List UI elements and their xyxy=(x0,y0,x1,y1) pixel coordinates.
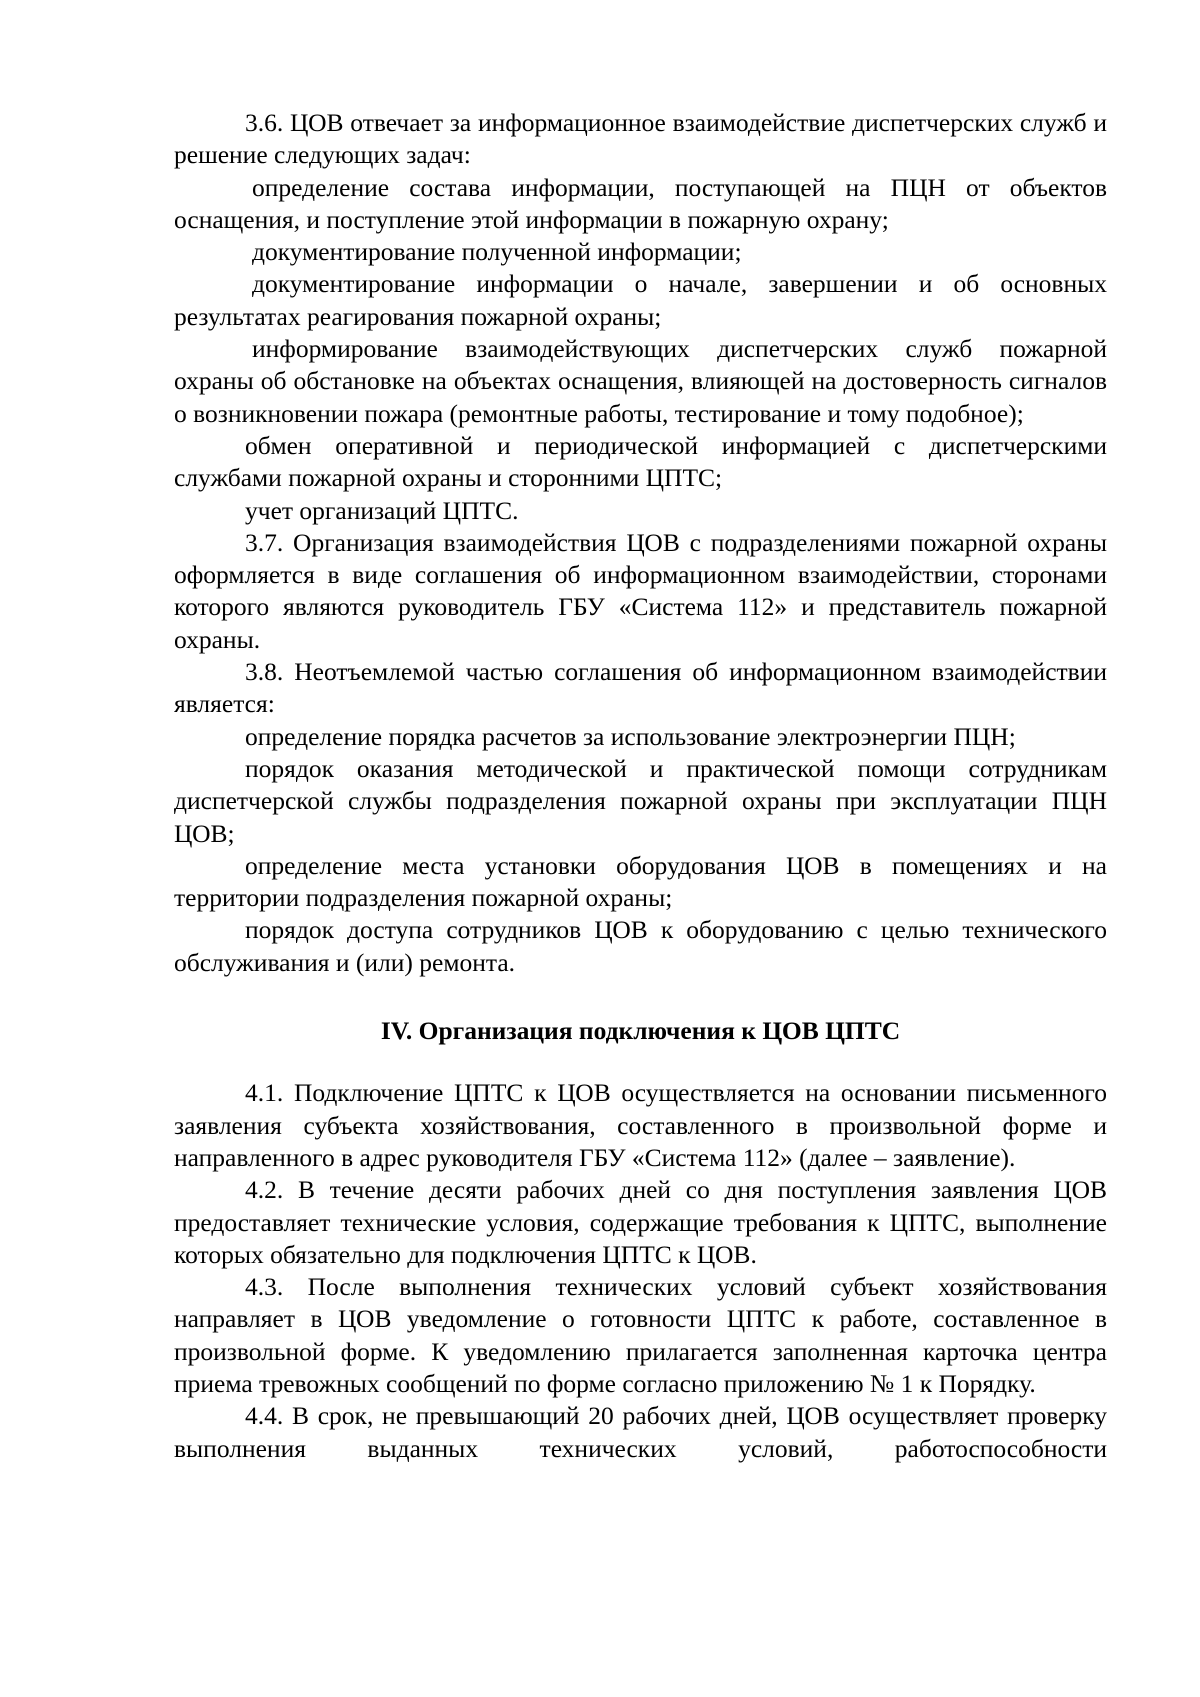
paragraph-task-documenting: документирование полученной информации; xyxy=(252,237,742,267)
paragraph-task-composition: определение состава информации, поступающей на ПЦН от объектов оснащения, и поступление этой информации в пожарную охрану; xyxy=(174,172,1107,234)
paragraph-task-accounting: учет организаций ЦПТС. xyxy=(245,495,519,525)
paragraph-4-4: 4.4. В срок, не превышающий 20 рабочих дней, ЦОВ осуществляет проверку выполнения выданных технических условий, работоспособности xyxy=(174,1401,1107,1463)
paragraph-electricity: определение порядка расчетов за использование электроэнергии ПЦН; xyxy=(245,721,1016,751)
paragraph-task-documenting-response: документирование информации о начале, завершении и об основных результатах реагирования пожарной охраны; xyxy=(174,269,1107,331)
paragraph-equipment-location: определение места установки оборудования ЦОВ в помещениях и на территории подразделения пожарной охраны; xyxy=(174,850,1107,913)
paragraph-task-informing: информирование взаимодействующих диспетчерских служб пожарной охраны об обстановке на объектах оснащения, влияющей на достоверность сигналов о возникновении пожара (ремонтные работы, тестирование и тому подобное); xyxy=(174,334,1107,428)
section-4-heading: IV. Организация подключения к ЦОВ ЦПТС xyxy=(380,1016,901,1046)
paragraph-3-8: 3.8. Неотъемлемой частью соглашения об информационном взаимодействии является: xyxy=(174,657,1107,719)
paragraph-task-exchange: обмен оперативной и периодической информацией с диспетчерскими службами пожарной охраны и сторонними ЦПТС; xyxy=(174,430,1107,493)
paragraph-3-6: 3.6. ЦОВ отвечает за информационное взаимодействие диспетчерских служб и решение следующих задач: xyxy=(174,108,1107,170)
paragraph-access: порядок доступа сотрудников ЦОВ к оборудованию с целью технического обслуживания и (или) ремонта. xyxy=(174,915,1107,977)
paragraph-4-2: 4.2. В течение десяти рабочих дней со дня поступления заявления ЦОВ предоставляет технические условия, содержащие требования к ЦПТС, выполнение которых обязательно для подключения ЦПТС к ЦОВ. xyxy=(174,1175,1107,1269)
paragraph-assistance: порядок оказания методической и практической помощи сотрудникам диспетчерской службы подразделения пожарной охраны при эксплуатации ПЦН ЦОВ; xyxy=(174,753,1107,848)
paragraph-4-1: 4.1. Подключение ЦПТС к ЦОВ осуществляется на основании письменного заявления субъекта хозяйствования, составленного в произвольной форме и направленного в адрес руководителя ГБУ «Система 112» (далее – заявление). xyxy=(174,1078,1107,1172)
paragraph-3-7: 3.7. Организация взаимодействия ЦОВ с подразделениями пожарной охраны оформляется в виде соглашения об информационном взаимодействии, сторонами которого являются руководитель ГБУ «Система 112» и представитель пожарной охраны. xyxy=(174,527,1107,654)
paragraph-4-3: 4.3. После выполнения технических условий субъект хозяйствования направляет в ЦОВ уведомление о готовности ЦПТС к работе, составленное в произвольной форме. К уведомлению прилагается заполненная карточка центра приема тревожных сообщений по форме согласно приложению № 1 к Порядку. xyxy=(174,1272,1107,1398)
